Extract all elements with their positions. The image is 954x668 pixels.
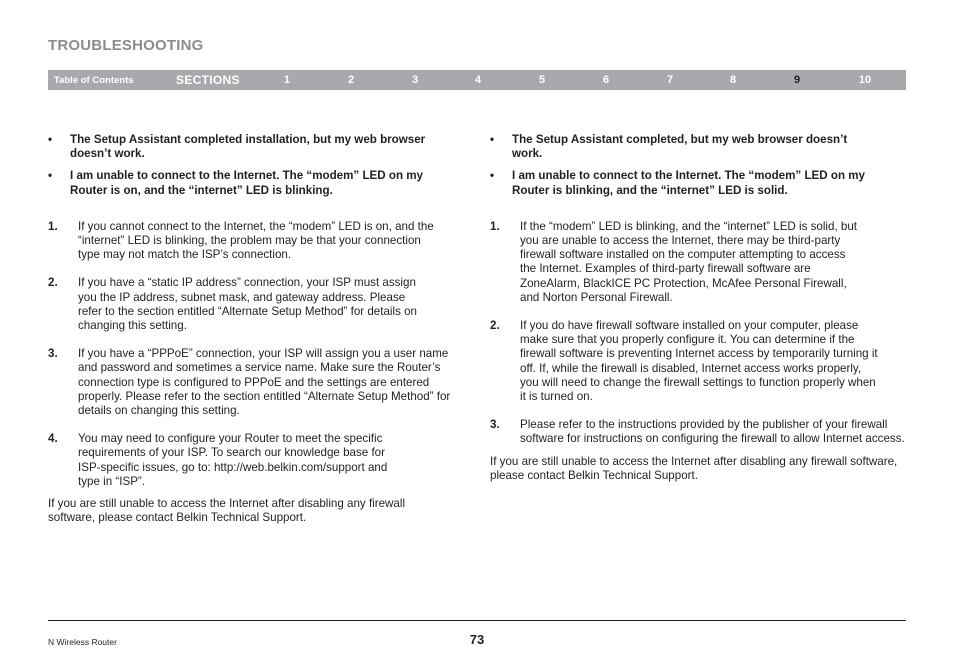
symptom-bullet: • The Setup Assistant completed, but my web browser doesn’t work. bbox=[490, 133, 848, 161]
nav-section-10[interactable]: 10 bbox=[858, 74, 872, 86]
solution-step: 1. If you cannot connect to the Internet, the “modem” LED is on, and the “internet” LED is blinking, the problem may be that your connection type may not match the ISP’s connection. bbox=[48, 219, 434, 262]
solution-step: 3. Please refer to the instructions provided by the publisher of your firewall software for instructions on configuring the firewall to allow Internet access. bbox=[490, 418, 905, 446]
nav-section-2[interactable]: 2 bbox=[347, 74, 355, 86]
section-navbar bbox=[48, 70, 906, 90]
page-number: 73 bbox=[469, 632, 485, 647]
nav-section-4[interactable]: 4 bbox=[474, 74, 482, 86]
symptom-bullet: • The Setup Assistant completed installation, but my web browser doesn’t work. bbox=[48, 133, 426, 161]
footer-product-name: N Wireless Router bbox=[48, 637, 117, 647]
symptom-bullet: • I am unable to connect to the Internet. The “modem” LED on my Router is on, and the “internet” LED is blinking. bbox=[48, 169, 423, 197]
page-section-title: TROUBLESHOOTING bbox=[48, 37, 204, 54]
right-column bbox=[490, 133, 906, 483]
symptom-bullet: • I am unable to connect to the Internet. The “modem” LED on my Router is blinking, and the “internet” LED is solid. bbox=[490, 169, 865, 197]
nav-table-of-contents[interactable]: Table of Contents bbox=[54, 75, 134, 86]
solution-step: 2. If you have a “static IP address” connection, your ISP must assign you the IP address, subnet mask, and gateway address. Please refer to the section entitled “Alternate Setup Method” for details on changing this setting. bbox=[48, 276, 417, 333]
solution-step: 3. If you have a “PPPoE” connection, your ISP will assign you a user name and password and sometimes a service name. Make sure the Router’s connection type is configured to PPPoE and the settings are entered properly. Please refer to the section entitled “Alternate Setup Method” for details on changing this setting. bbox=[48, 347, 451, 418]
closing-paragraph: If you are still unable to access the Internet after disabling any firewall software, please contact Belkin Technical Support. bbox=[48, 497, 406, 525]
nav-section-8[interactable]: 8 bbox=[729, 74, 737, 86]
nav-sections-label: SECTIONS bbox=[176, 73, 240, 87]
nav-section-6[interactable]: 6 bbox=[602, 74, 610, 86]
nav-section-5[interactable]: 5 bbox=[538, 74, 546, 86]
nav-section-3[interactable]: 3 bbox=[411, 74, 419, 86]
solution-step: 1. If the “modem” LED is blinking, and the “internet” LED is solid, but you are unable to access the Internet, there may be third-party firewall software installed on the computer attempting to access the Internet. Examples of third-party firewall software are ZoneAlarm, BlackICE PC Protection, McAfee Personal Firewall, and Norton Personal Firewall. bbox=[490, 219, 858, 304]
solution-step: 4. You may need to configure your Router to meet the specific requirements of your ISP. To search our knowledge base for ISP-specific issues, go to: http://web.belkin.com/support and type in “ISP”. bbox=[48, 432, 388, 488]
left-column bbox=[48, 133, 458, 525]
solution-step: 2. If you do have firewall software installed on your computer, please make sure that you properly configure it. You can determine if the firewall software is preventing Internet access by temporarily turning it off. If, while the firewall is disabled, Internet access works properly, you will need to change the firewall settings to function properly when it is turned on. bbox=[490, 319, 878, 404]
footer-divider bbox=[48, 620, 906, 621]
closing-paragraph: If you are still unable to access the Internet after disabling any firewall software, please contact Belkin Technical Support. bbox=[490, 454, 898, 482]
nav-section-9-active[interactable]: 9 bbox=[793, 74, 801, 86]
nav-section-7[interactable]: 7 bbox=[666, 74, 674, 86]
nav-section-1[interactable]: 1 bbox=[283, 74, 291, 86]
